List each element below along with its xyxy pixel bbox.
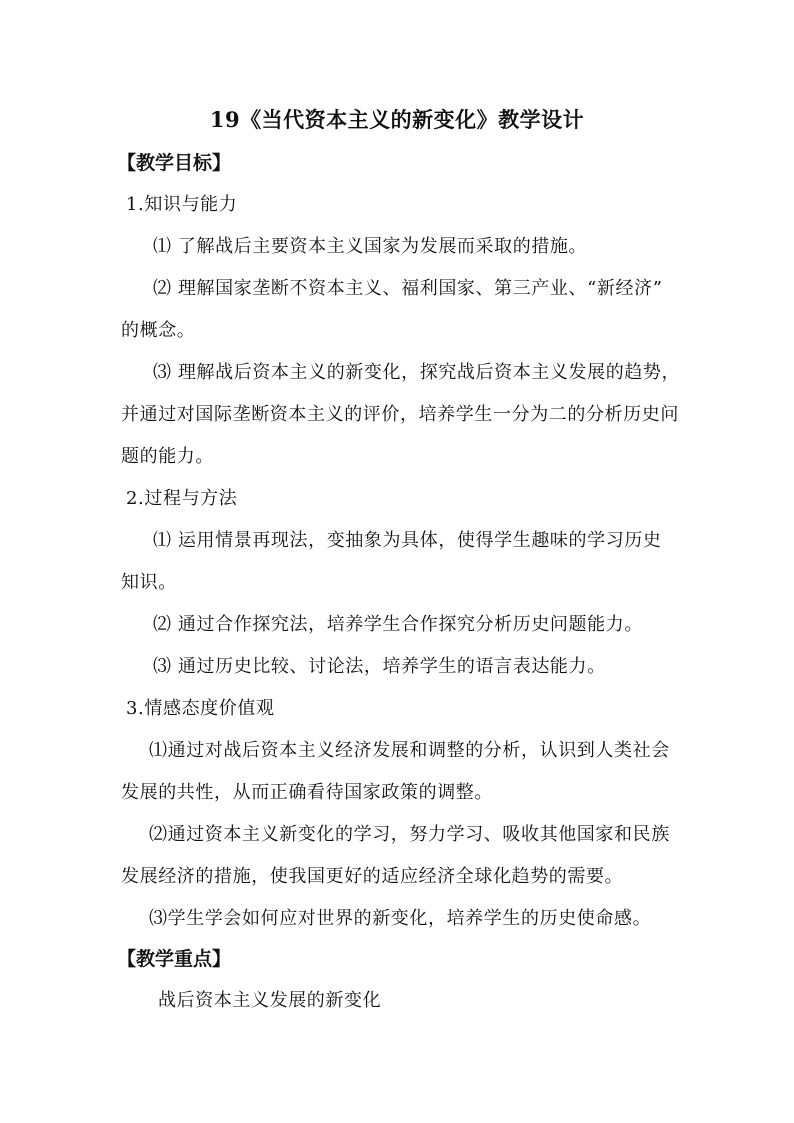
emotion-values-heading: 3.情感态度价值观 <box>126 698 275 719</box>
paragraph-line: ⑵ 理解国家垄断不资本主义、福利国家、第三产业、“新经济” <box>153 278 663 299</box>
paragraph-line: ⑶ 理解战后资本主义的新变化，探究战后资本主义发展的趋势， <box>153 362 681 383</box>
teaching-key-points-heading: 【教学重点】 <box>117 948 232 970</box>
paragraph-line: 战后资本主义发展的新变化 <box>158 990 382 1011</box>
knowledge-ability-heading: 1.知识与能力 <box>126 194 238 215</box>
paragraph-line: ⑶学生学会如何应对世界的新变化，培养学生的历史使命感。 <box>149 908 652 929</box>
paragraph-line: 知识。 <box>121 572 177 593</box>
teaching-goals-heading: 【教学目标】 <box>117 152 232 174</box>
paragraph-line: ⑶ 通过历史比较、讨论法，培养学生的语言表达能力。 <box>153 656 606 677</box>
paragraph-line: ⑴通过对战后资本主义经济发展和调整的分析，认识到人类社会 <box>149 740 670 761</box>
paragraph-line: ⑵ 通过合作探究法，培养学生合作探究分析历史问题能力。 <box>153 614 643 635</box>
paragraph-line: 题的能力。 <box>121 446 214 467</box>
paragraph-line: 的概念。 <box>121 320 196 341</box>
paragraph-line: 并通过对国际垄断资本主义的评价，培养学生一分为二的分析历史问 <box>121 404 679 425</box>
paragraph-line: ⑴ 了解战后主要资本主义国家为发展而采取的措施。 <box>153 236 588 257</box>
paragraph-line: ⑵通过资本主义新变化的学习，努力学习、吸收其他国家和民族 <box>149 824 670 845</box>
paragraph-line: 发展的共性，从而正确看待国家政策的调整。 <box>121 782 493 803</box>
page-title: 19《当代资本主义的新变化》教学设计 <box>209 107 585 132</box>
paragraph-line: 发展经济的措施，使我国更好的适应经济全球化趋势的需要。 <box>121 866 624 887</box>
process-method-heading: 2.过程与方法 <box>126 488 238 509</box>
paragraph-line: ⑴ 运用情景再现法，变抽象为具体，使得学生趣味的学习历史 <box>153 530 662 551</box>
